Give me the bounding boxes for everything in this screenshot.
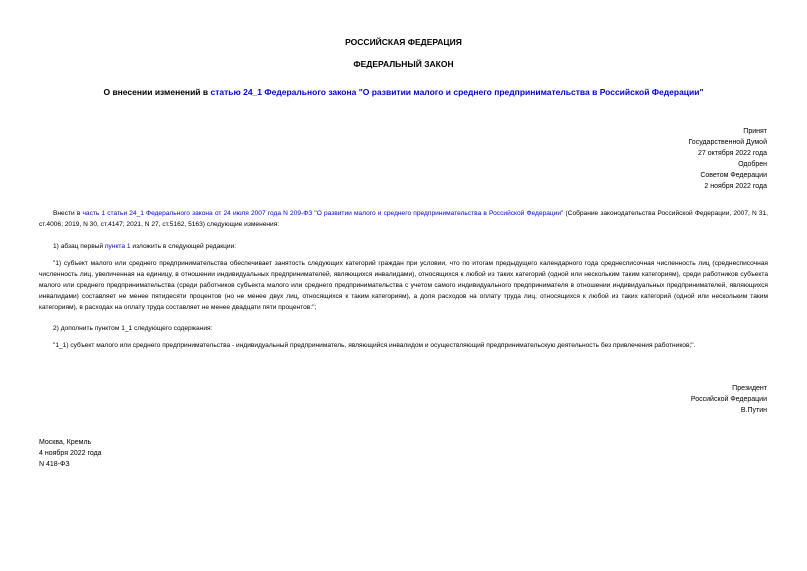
signature-block <box>691 383 767 416</box>
signing-place: Москва, Кремль <box>39 439 92 446</box>
body-paragraph-intro <box>39 208 768 230</box>
paragraph-text: изложить в следующей редакции: <box>130 243 237 250</box>
country-heading: РОССИЙСКАЯ ФЕДЕРАЦИЯ <box>345 37 462 47</box>
law-title-link[interactable]: статью 24_1 Федерального закона "О развитии малого и среднего предпринимательства в Российской Федерации" <box>210 87 704 97</box>
signing-date: 4 ноября 2022 года <box>39 450 102 457</box>
body-paragraph-new-point: "1_1) субъект малого или среднего предпринимательства - индивидуальный предприниматель, являющийся инвалидом и осуществляющий предпринимательскую деятельность без привлечения работников;". <box>53 342 696 349</box>
law-title <box>0 87 807 98</box>
law-reference-link[interactable]: часть 1 статьи 24_1 Федерального закона от 24 июля 2007 года N 209-ФЗ "О развитии малого и среднего предпринимательства в Российской Федерации" <box>82 210 564 217</box>
approval-line: Одобрен <box>738 161 767 168</box>
adoption-block <box>567 126 767 192</box>
law-title-prefix: О внесении изменений в <box>103 87 211 97</box>
signatory-name: В.Путин <box>740 407 767 414</box>
adoption-line: Принят <box>743 128 767 135</box>
paragraph-text: Внести в <box>53 210 83 217</box>
point-1-link[interactable]: пункта 1 <box>104 243 131 250</box>
approval-date: 2 ноября 2022 года <box>704 183 767 190</box>
body-paragraph-item-1 <box>39 241 768 252</box>
body-paragraph-item-2: 2) дополнить пунктом 1_1 следующего содержания: <box>53 325 213 332</box>
paragraph-text: 1) абзац первый <box>53 243 105 250</box>
law-number: N 418-ФЗ <box>39 461 70 468</box>
doc-type-heading: ФЕДЕРАЛЬНЫЙ ЗАКОН <box>353 59 454 69</box>
adoption-date: 27 октября 2022 года <box>698 150 767 157</box>
signature-title: Российской Федерации <box>690 396 767 403</box>
place-date-block <box>39 437 102 470</box>
body-paragraph-new-wording: "1) субъект малого или среднего предпринимательства обеспечивает занятость следующих категорий граждан при условии, что по итогам предыдущего календарного года среднесписочная численность лиц (среднесписочная численность лиц, увеличенная на единицу, в отношении индивидуальных предпринимателей, являющихся инвалидами), относящихся к любой из таких категорий (одной или нескольким таким категориям), среди работников субъекта малого или среднего предпринимательства (среди работников субъекта малого или среднего предпринимательства с учетом самого индивидуального предпринимателя в отношении индивидуальных предпринимателей, являющихся инвалидами) составляет не менее пятидесяти процентов (но не менее двух лиц, относящихся к таким категориям), а доля расходов на оплату труда лиц, относящихся к любой из таких категорий (одной или нескольким таким категориям), в расходах на оплату труда составляет не менее двадцати пяти процентов:"; <box>39 260 768 311</box>
adoption-line: Государственной Думой <box>688 139 767 146</box>
signature-title: Президент <box>732 385 767 392</box>
approval-line: Советом Федерации <box>700 172 767 179</box>
paragraph-text: (Собрание законодательства Российской Федерации, 2007, N 31, ст.4006; 2019, N 30, ст.4147; 2021, N 27, ст.5162, 5163) следующие изменения: <box>39 210 769 228</box>
